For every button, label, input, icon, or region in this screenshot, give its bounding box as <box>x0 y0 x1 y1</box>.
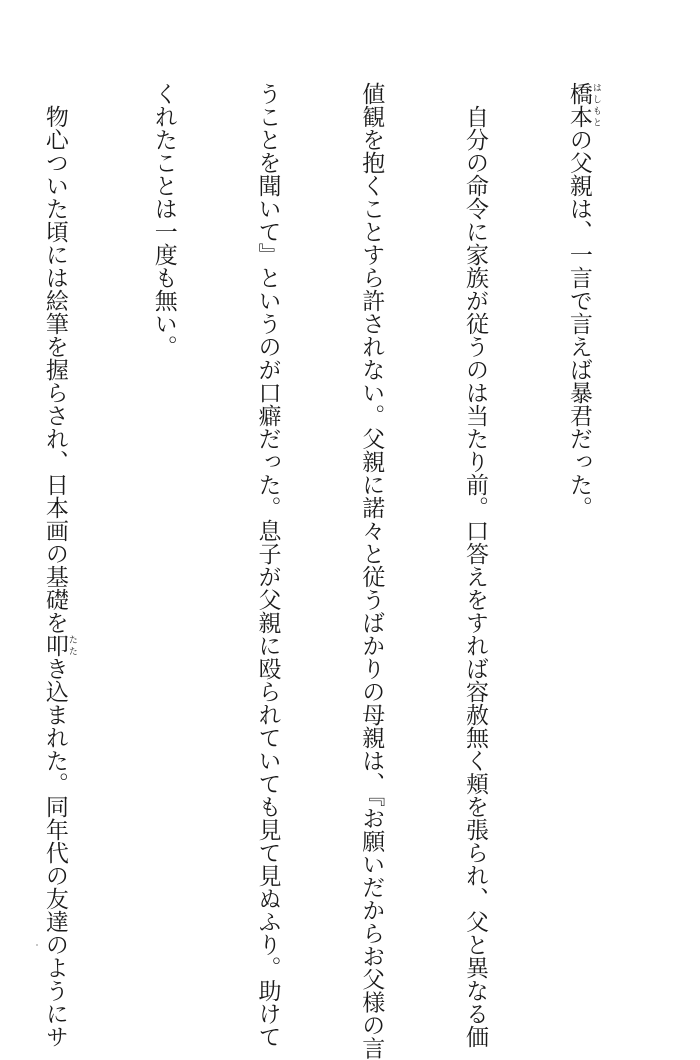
text-line: 自分の命令に家族が従うのは当たり前。口答えをすれば容赦無く頬を張られ、父と異なる価 <box>462 82 489 1048</box>
text-line: 橋本 はしもとの父親は、一言で言えば暴君だった。 <box>565 82 601 519</box>
vertical-text-body <box>0 82 670 1060</box>
text-line: 物心ついた頃には絵筆を握らされ、日本画の基礎を叩 たたき込まれた。同年代の友達のようにサ <box>41 82 77 1048</box>
text-line: うことを聞いて』というのが口癖だった。息子が父親に殴られていても見て見ぬふり。助けて <box>254 82 281 1048</box>
text-line: くれたことは一度も無い。 <box>150 82 177 358</box>
ruby-hashimoto: 橋本 はしもと <box>565 82 601 128</box>
scan-speck <box>36 944 38 946</box>
text-line: 値観を抱くことすら許されない。父親に諾々と従うばかりの母親は、『お願いだからお父様の言 <box>358 82 385 1060</box>
ruby-tata: 叩 たた <box>41 634 77 657</box>
